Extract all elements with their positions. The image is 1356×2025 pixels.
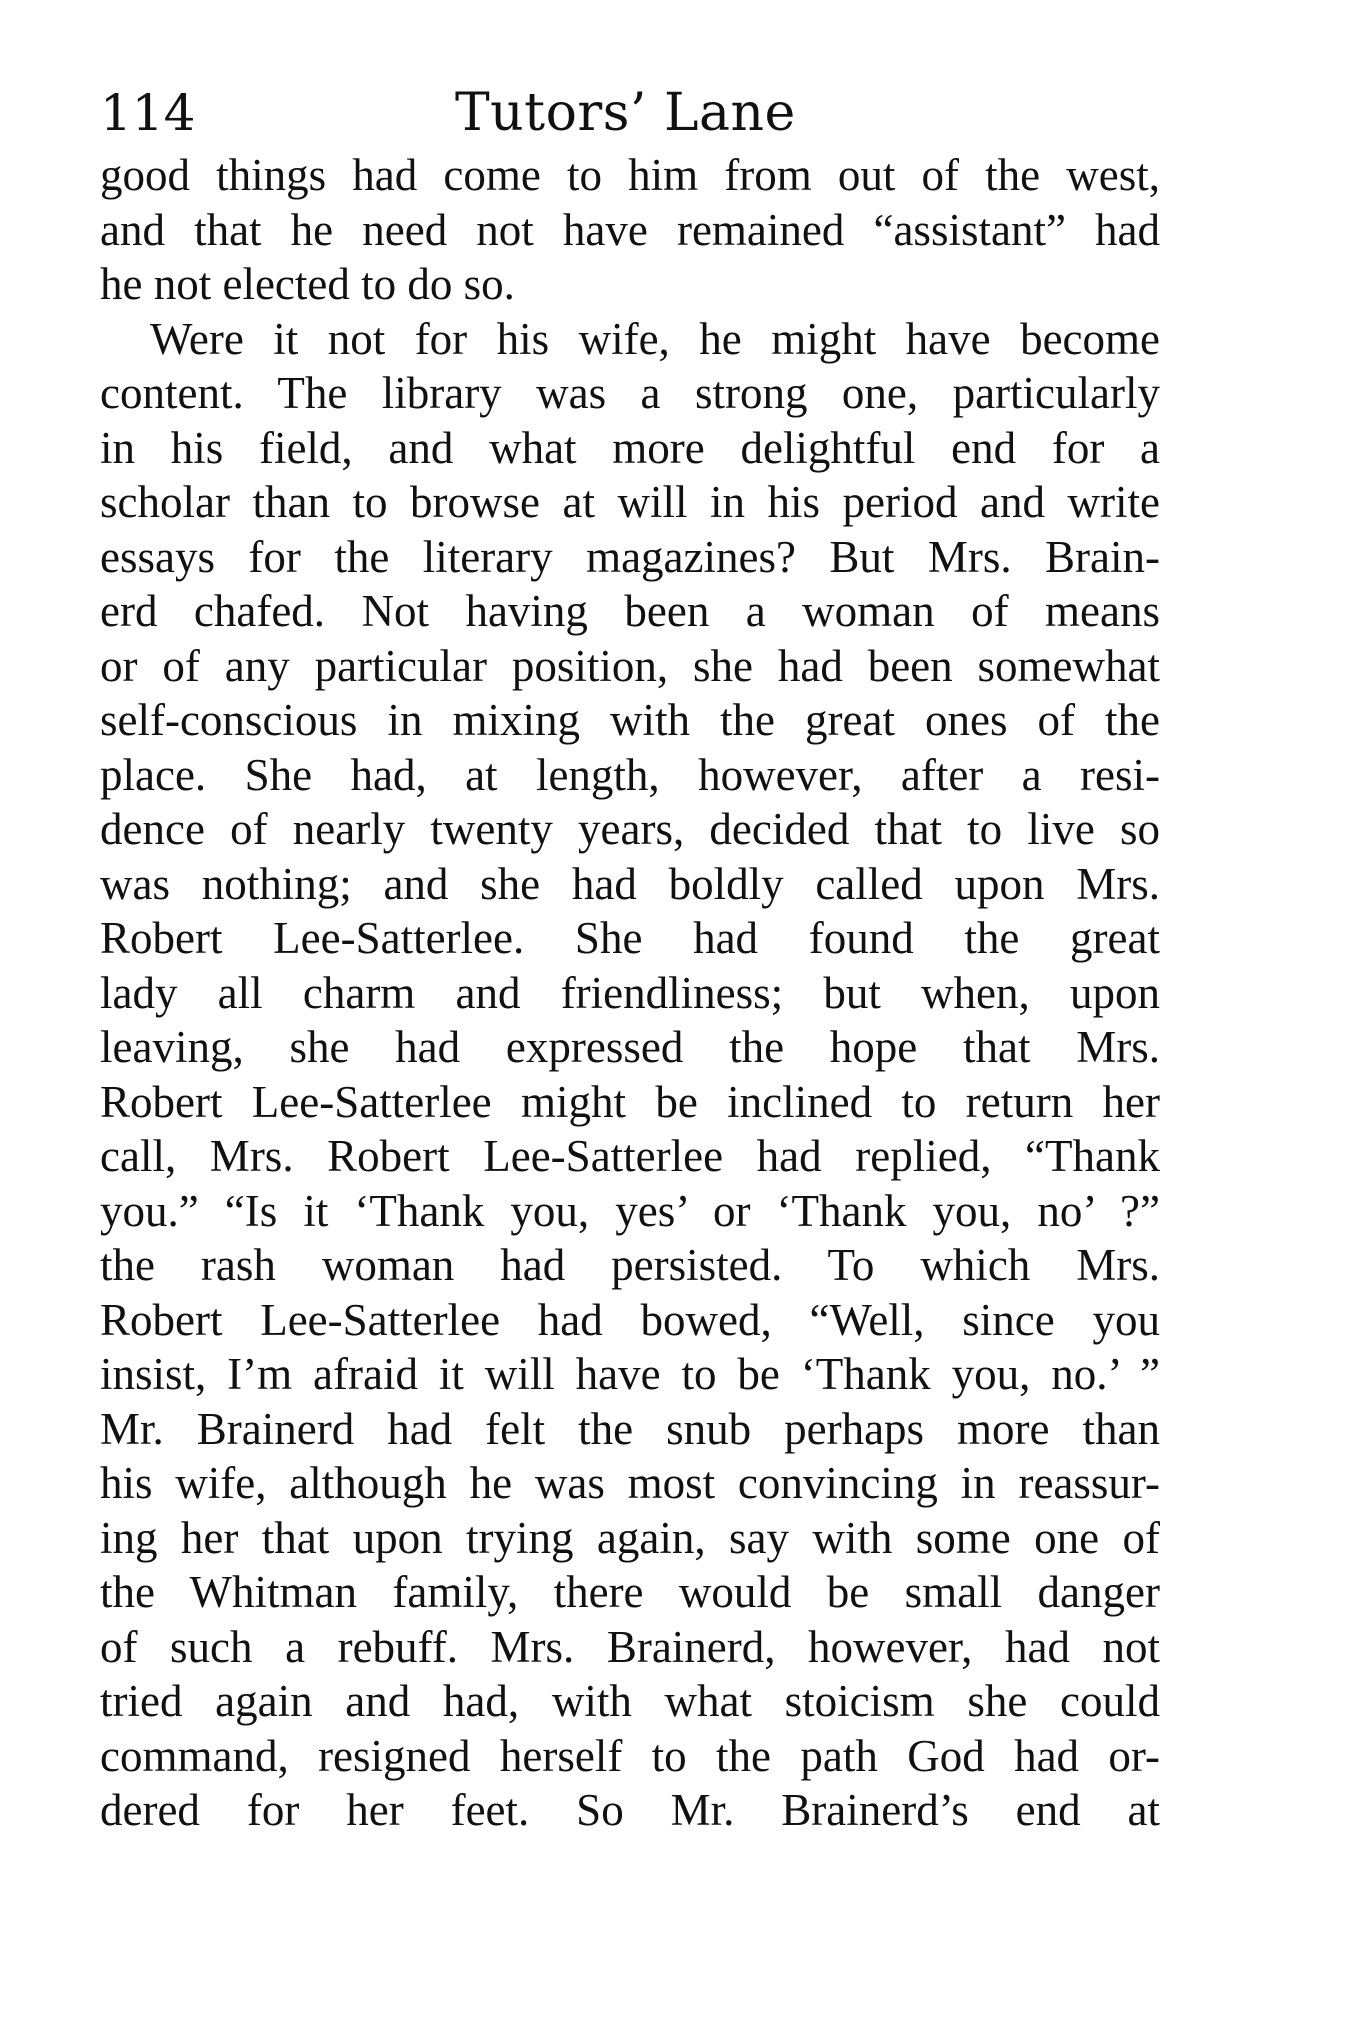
text-line: leaving, she had expressed the hope that Mrs. bbox=[100, 1022, 1160, 1072]
text-line: good things had come to him from out of the west, bbox=[100, 150, 1160, 200]
text-line: place. She had, at length, however, after a resi- bbox=[100, 749, 1160, 800]
text-line: content. The library was a strong one, particularly bbox=[100, 368, 1160, 418]
text-line: you.” “Is it ‘Thank you, yes’ or ‘Thank you, no’ ?” bbox=[100, 1185, 1160, 1236]
text-line: command, resigned herself to the path God had or- bbox=[100, 1730, 1160, 1781]
text-line: lady all charm and friendliness; but when, upon bbox=[100, 967, 1160, 1018]
text-line: ing her that upon trying again, say with some one of bbox=[100, 1512, 1160, 1563]
text-line: essays for the literary magazines? But Mrs. Brain- bbox=[100, 531, 1160, 582]
text-line: his wife, although he was most convincing in reassur- bbox=[100, 1458, 1160, 1508]
text-line: was nothing; and she had boldly called upon Mrs. bbox=[100, 858, 1160, 909]
text-line: dered for her feet. So Mr. Brainerd’s end at bbox=[100, 1785, 1160, 1835]
text-line: Were it not for his wife, he might have become bbox=[150, 313, 1160, 364]
text-line: or of any particular position, she had been somewhat bbox=[100, 640, 1160, 691]
page-number: 114 bbox=[100, 84, 196, 142]
text-line: Robert Lee-Satterlee had bowed, “Well, since you bbox=[100, 1294, 1160, 1345]
text-line: erd chafed. Not having been a woman of means bbox=[100, 586, 1160, 636]
page-header bbox=[100, 78, 1160, 148]
text-line: scholar than to browse at will in his period and write bbox=[100, 477, 1160, 527]
text-line: of such a rebuff. Mrs. Brainerd, however, had not bbox=[100, 1621, 1160, 1672]
text-line: Robert Lee-Satterlee. She had found the great bbox=[100, 913, 1160, 963]
text-line: insist, I’m afraid it will have to be ‘Thank you, no.’ ” bbox=[100, 1349, 1160, 1399]
text-line: the Whitman family, there would be small danger bbox=[100, 1567, 1160, 1617]
running-title: Tutors’ Lane bbox=[455, 83, 796, 143]
text-line: Mr. Brainerd had felt the snub perhaps more than bbox=[100, 1403, 1160, 1454]
text-line: the rash woman had persisted. To which Mrs. bbox=[100, 1240, 1160, 1290]
text-line: in his field, and what more delightful end for a bbox=[100, 422, 1160, 473]
text-line: dence of nearly twenty years, decided that to live so bbox=[100, 804, 1160, 854]
body-text bbox=[100, 148, 1160, 1838]
text-line: he not elected to do so. bbox=[100, 259, 515, 309]
text-line: call, Mrs. Robert Lee-Satterlee had replied, “Thank bbox=[100, 1131, 1160, 1181]
text-line: tried again and had, with what stoicism she could bbox=[100, 1676, 1160, 1726]
text-line: Robert Lee-Satterlee might be inclined to return her bbox=[100, 1076, 1160, 1127]
text-line: self-conscious in mixing with the great ones of the bbox=[100, 695, 1160, 745]
text-line: and that he need not have remained “assistant” had bbox=[100, 204, 1160, 255]
